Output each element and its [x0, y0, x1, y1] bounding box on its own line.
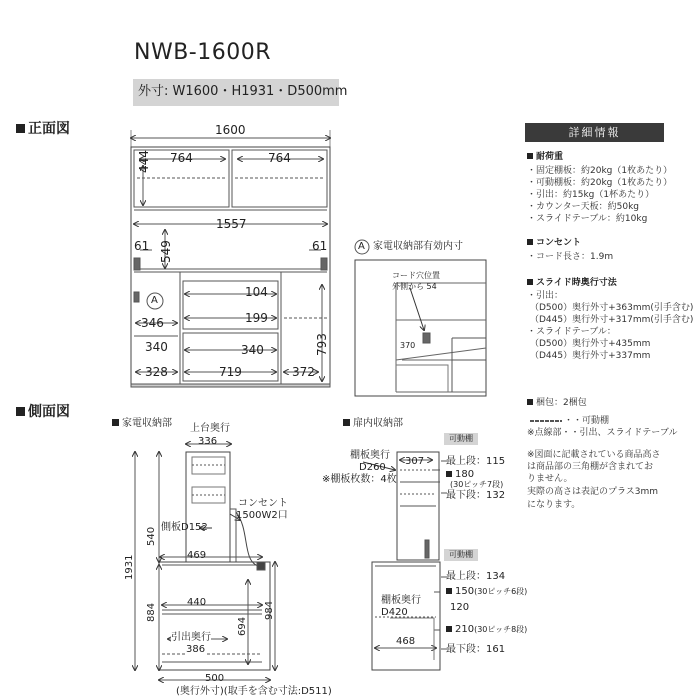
drawer-depth-label: 引出奥行	[171, 632, 211, 643]
dim-500: 500	[205, 673, 225, 684]
dim-340-center: 340	[241, 343, 264, 357]
note-line: 実際の高さは表記のプラス3mm	[527, 487, 658, 497]
dim-540: 540	[146, 526, 157, 546]
outlet-item: ・コード長さ：1.9m	[527, 252, 614, 262]
shelf-depth-label-2: 棚板奥行	[381, 595, 421, 606]
shelf-depth-label: 棚板奥行	[350, 450, 390, 461]
side-appliance-title: 家電収納部	[112, 419, 172, 429]
outer-dims: 外寸: W1600・H1931・D500mm	[138, 84, 348, 99]
square-bullet-icon	[446, 588, 452, 594]
square-bullet-icon	[343, 419, 350, 426]
movable-shelf-badge-2: 可動棚	[444, 549, 478, 561]
dim-440: 440	[187, 597, 207, 608]
square-bullet-icon	[446, 626, 452, 632]
note-line: になります。	[527, 500, 581, 510]
pitch-note-1: (30ピッチ7段)	[450, 480, 504, 489]
side-door-title: 扉内収納部	[343, 419, 403, 429]
square-bullet-icon	[16, 124, 25, 133]
square-bullet-icon	[527, 399, 533, 405]
outlet-label-2: 1500W2口	[236, 510, 288, 521]
dim-307: 307	[405, 456, 425, 467]
dim-372: 372	[292, 365, 315, 379]
slide-item: ・引出：	[527, 291, 564, 301]
slide-head: スライド時奥行寸法	[527, 279, 617, 288]
load-item: ・カウンター天板：約50kg	[527, 202, 640, 212]
note-line: は商品部の三角棚が含まれてお	[527, 462, 654, 472]
square-bullet-icon	[112, 419, 119, 426]
pitch-2b: 210(30ピッチ8段)	[446, 625, 527, 635]
dim-1600: 1600	[215, 123, 246, 137]
dim-549: 549	[159, 240, 173, 263]
movable-shelf-badge-1: 可動棚	[444, 433, 478, 445]
legend-dotted: ※点線部・・引出、スライドテーブル	[527, 428, 678, 438]
detail-title: 詳細情報	[568, 126, 621, 139]
dim-764-left: 764	[170, 151, 193, 165]
top-depth-value: 336	[198, 436, 218, 447]
top-depth-label: 上台奥行	[190, 423, 230, 434]
note-line: ※図面に記載されている商品高さ	[527, 450, 661, 460]
top-step-2: 最上段：134	[446, 571, 506, 582]
dim-469: 469	[187, 550, 207, 561]
slide-item: （D500）奥行外寸+363mm(引手含む)	[530, 303, 694, 313]
outlet-head: コンセント	[527, 239, 581, 248]
load-item: ・固定棚板：約20kg（1枚あたり）	[527, 166, 673, 176]
slide-item: （D445）奥行外寸+337mm	[530, 351, 651, 361]
pack-info: 梱包：2梱包	[527, 399, 587, 408]
bottom-step-2: 最下段：161	[446, 644, 506, 655]
shelf-depth-value-2: D420	[381, 607, 408, 618]
dim-884: 884	[146, 602, 157, 622]
legend-movable: ・・可動棚	[564, 416, 610, 426]
pitch-1: 180	[446, 470, 474, 480]
pitch-2a: 150(30ピッチ6段)	[446, 587, 527, 597]
section-front: 正面図	[16, 122, 70, 136]
bottom-step-1: 最下段：132	[446, 490, 506, 501]
model-title: NWB-1600R	[134, 40, 272, 65]
top-step-1: 最上段：115	[446, 456, 506, 467]
dim-346: 346	[141, 316, 164, 330]
square-bullet-icon	[527, 239, 533, 245]
dim-764-right: 764	[268, 151, 291, 165]
dim-984: 984	[264, 600, 275, 620]
load-item: ・スライドテーブル：約10kg	[527, 214, 648, 224]
square-bullet-icon	[16, 407, 25, 416]
inset-title: 家電収納部有効内寸	[373, 241, 463, 252]
dim-444: 444	[137, 150, 151, 173]
inset-dim-370: 370	[400, 341, 416, 350]
dim-328: 328	[145, 365, 168, 379]
load-item: ・引出：約15kg（1杯あたり）	[527, 190, 655, 200]
note-line: りません。	[527, 474, 573, 484]
slide-item: （D445）奥行外寸+317mm(引手含む)	[530, 315, 694, 325]
dim-61-right: 61	[312, 239, 328, 253]
dim-120: 120	[450, 602, 470, 613]
inset-outlet-note-1: コード穴位置	[392, 271, 440, 280]
dim-468: 468	[396, 636, 416, 647]
square-bullet-icon	[446, 471, 452, 477]
dim-104: 104	[245, 285, 268, 299]
dim-719: 719	[219, 365, 242, 379]
load-item: ・可動棚板：約20kg（1枚あたり）	[527, 178, 673, 188]
side-panel-label: 側板D152	[161, 522, 208, 533]
shelf-depth-value: D260	[359, 462, 386, 473]
dim-340-left: 340	[145, 340, 168, 354]
inset-a-drawing	[355, 240, 486, 396]
dim-1931: 1931	[124, 554, 135, 580]
inset-outlet-note-2: 外側から 54	[392, 282, 437, 291]
dim-199: 199	[245, 311, 268, 325]
section-side: 側面図	[16, 405, 70, 419]
dim-694: 694	[237, 616, 248, 636]
square-bullet-icon	[527, 279, 533, 285]
inset-a-label: A	[358, 241, 365, 252]
outlet-label-1: コンセント	[238, 498, 288, 509]
dim-1557: 1557	[216, 217, 247, 231]
dim-793: 793	[315, 333, 329, 356]
dim-61-left: 61	[134, 239, 150, 253]
square-bullet-icon	[527, 153, 533, 159]
slide-item: ・スライドテーブル：	[527, 327, 616, 337]
circle-a-label: A	[151, 295, 158, 306]
drawer-depth-value: 386	[186, 644, 206, 655]
slide-item: （D500）奥行外寸+435mm	[530, 339, 651, 349]
load-head: 耐荷重	[527, 153, 563, 162]
shelf-count: ※棚板枚数：4枚	[322, 474, 397, 485]
side-caption: (奥行外寸)(取手を含む寸法:D511)	[176, 686, 332, 697]
